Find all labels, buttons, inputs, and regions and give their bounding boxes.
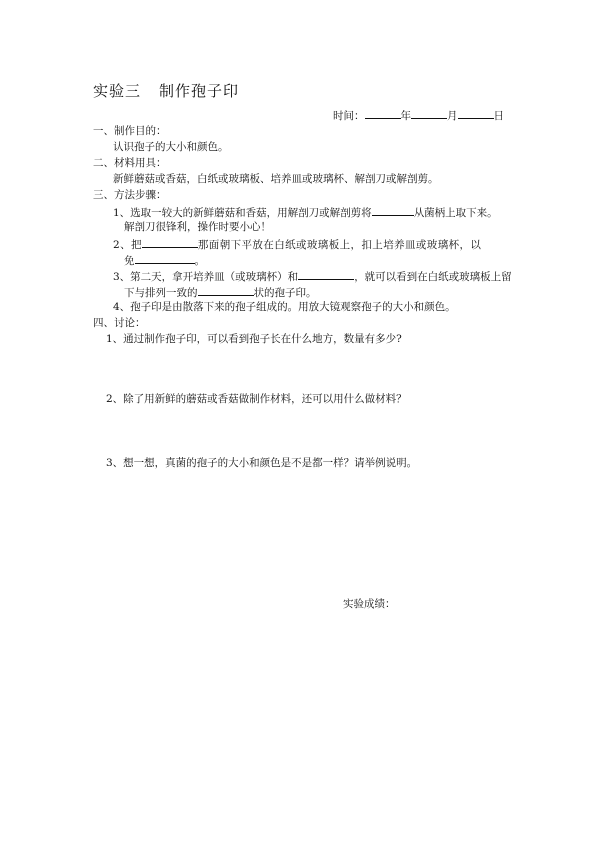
year-blank: [365, 107, 401, 119]
title-part1: 实验三: [93, 82, 142, 100]
step2-text-a: 2、把: [113, 239, 142, 251]
step3-blank1: [298, 268, 354, 280]
step2-blank1: [142, 236, 198, 248]
step1-text-b: 从菌柄上取下来。: [413, 207, 498, 219]
time-line: [333, 107, 504, 123]
step3-text-b: ，就可以看到在白纸或玻璃板上留: [354, 271, 512, 283]
step2-line2: [124, 252, 205, 268]
time-label: 时间：: [333, 110, 365, 122]
discussion-q3: 3、想一想，真菌的孢子的大小和颜色是不是都一样？请举例说明。: [106, 457, 418, 469]
discussion-q1: 1、通过制作孢子印，可以看到孢子长在什么地方，数量有多少?: [106, 333, 402, 345]
section3-heading: 三、方法步骤：: [93, 189, 167, 201]
day-blank: [458, 107, 494, 119]
step3-text-a: 3、第二天，拿开培养皿（或玻璃杯）和: [113, 271, 299, 283]
step1-warning: 解剖刀很锋利，操作时要小心！: [124, 221, 271, 233]
month-label: 月: [447, 110, 458, 122]
month-blank: [411, 107, 447, 119]
section2-heading: 二、材料用具：: [93, 157, 167, 169]
step3-line2: [124, 284, 317, 300]
step1-blank: [372, 204, 414, 216]
score-label: 实验成绩：: [343, 598, 396, 610]
step2-text-d: 。: [194, 255, 205, 267]
step3-text-d: 状的孢子印。: [253, 287, 317, 299]
step3-line1: [113, 268, 512, 284]
section1-heading: 一、制作目的：: [93, 125, 167, 137]
step2-text-c: 免: [124, 255, 135, 267]
discussion-q2: 2、除了用新鲜的蘑菇或香菇做制作材料，还可以用什么做材料？: [106, 393, 407, 405]
step1-line1: [113, 204, 498, 220]
step2-text-b: 那面朝下平放在白纸或玻璃板上，扣上培养皿或玻璃杯，以: [197, 239, 482, 251]
step4-line: 4、孢子印是由散落下来的孢子组成的。用放大镜观察孢子的大小和颜色。: [113, 301, 456, 313]
section4-heading: 四、讨论：: [93, 317, 146, 329]
step3-text-c: 下与排列一致的: [124, 287, 198, 299]
year-label: 年: [400, 110, 411, 122]
day-label: 日: [493, 110, 504, 122]
step2-line1: [113, 236, 481, 252]
step3-blank2: [198, 284, 254, 296]
section1-text: 认识孢子的大小和颜色。: [113, 141, 229, 153]
step1-text-a: 1、选取一较大的新鲜蘑菇和香菇，用解剖刀或解剖剪将: [113, 207, 372, 219]
step2-blank2: [135, 252, 195, 264]
title-part2: 制作孢子印: [159, 82, 240, 100]
section2-text: 新鲜蘑菇或香菇，白纸或玻璃板、培养皿或玻璃杯、解剖刀或解剖剪。: [113, 173, 439, 185]
page-title: [93, 80, 239, 101]
